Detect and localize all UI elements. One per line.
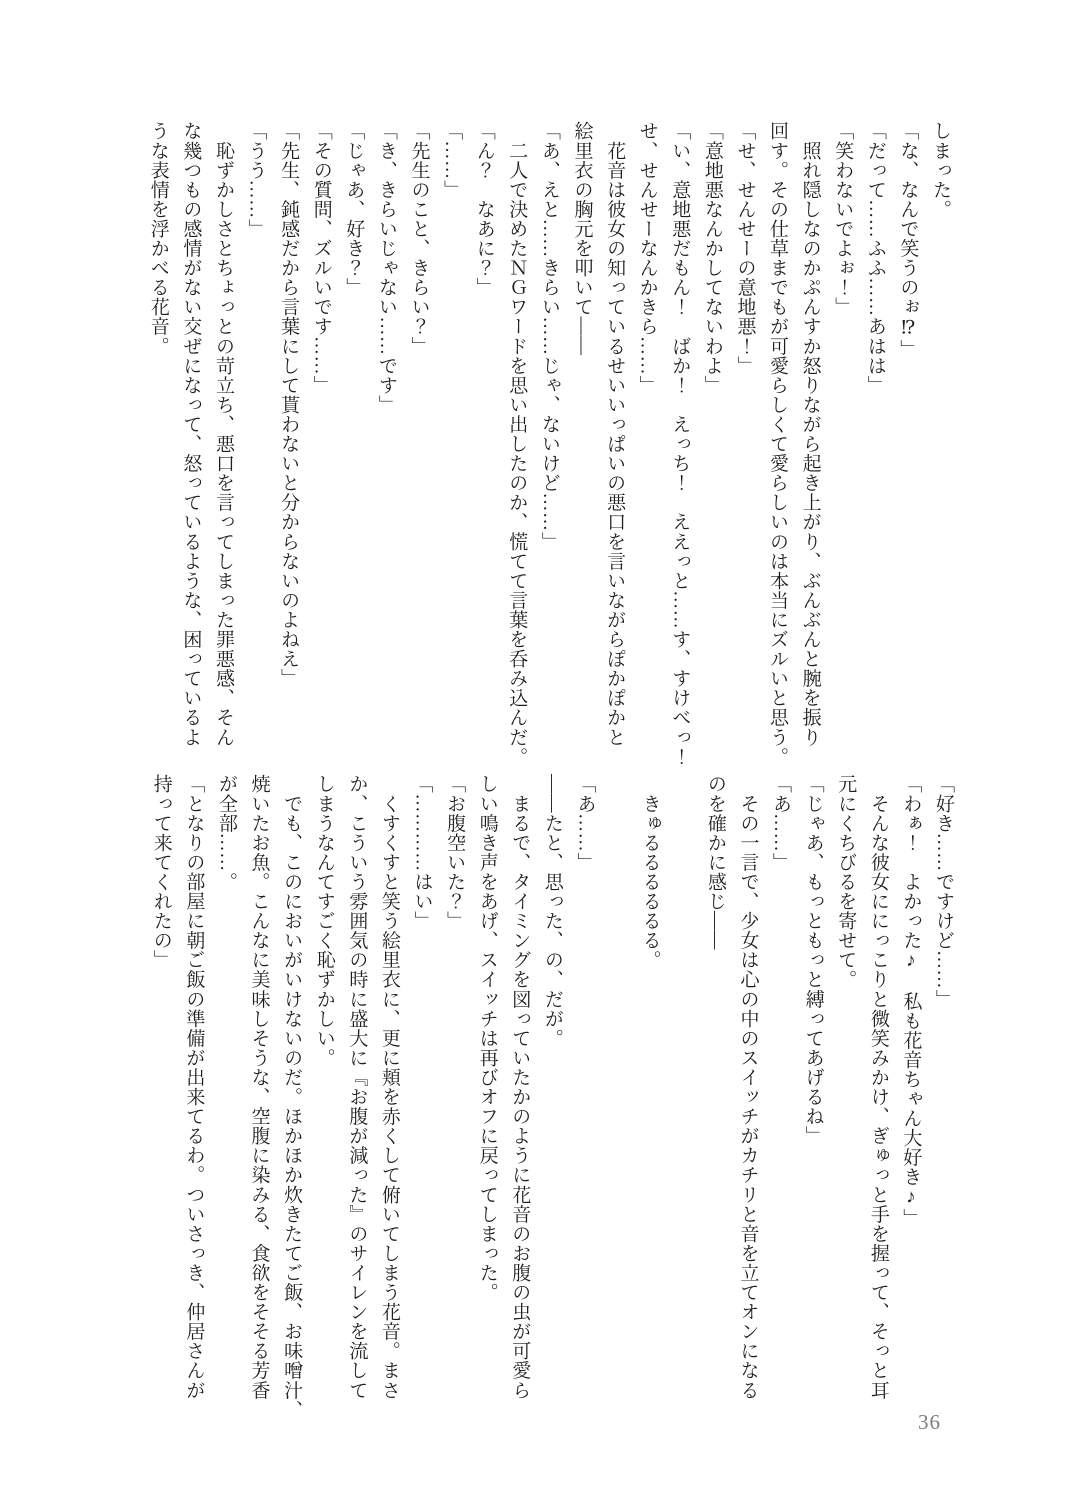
text-line: でも、このにおいがいけないのだ。ほかほか炊きたてご飯、お味噌汁、 — [281, 774, 303, 1420]
text-line: か、こういう雰囲気の時に盛大に『お腹が減った』のサイレンを流して — [346, 774, 368, 1400]
text-line: 二人で決めたＮＧワードを思い出したのか、慌てて言葉を呑み込んだ。 — [506, 121, 528, 767]
text-line: 「じゃあ、好き？」 — [343, 121, 365, 297]
blank-line — [600, 774, 633, 1407]
text-line: 絵里衣の胸元を叩いて―― — [571, 121, 593, 356]
text-line: そんな彼女ににっこりと微笑みかけ、ぎゅっと手を握って、そっと耳 — [867, 774, 889, 1400]
text-line: 「あ……」 — [770, 774, 792, 872]
text-line: くすくすと笑う絵里衣に、更に頬を赤くして俯いてしまう花音。まさ — [378, 774, 400, 1400]
text-block-top — [141, 121, 956, 767]
text-line: せ、せんせーなんかきら……」 — [636, 121, 658, 395]
text-line: 「笑わないでよぉ！」 — [832, 121, 854, 317]
text-line: まるで、タイミングを図っていたかのように花音のお腹の虫が可愛ら — [509, 774, 531, 1400]
text-line: 「あ、えと……きらい……じゃ、ないけど……」 — [538, 121, 560, 552]
text-line: 恥ずかしさとちょっとの苛立ち、悪口を言ってしまった罪悪感、そん — [212, 121, 234, 747]
text-line: 「好き……ですけど……」 — [933, 774, 954, 1009]
text-line: 焼いたお魚。こんなに美味しそうな、空腹に染みる、食欲をそそる芳香 — [248, 774, 270, 1400]
text-line: 「あ……」 — [574, 774, 596, 872]
text-line: 「先生、鈍感だから言葉にして貰わないと分からないのよねえ」 — [278, 121, 300, 688]
text-line: 照れ隠しなのかぷんすか怒りながら起き上がり、ぶんぶんと腕を振り — [799, 121, 821, 747]
text-line: 「き、きらいじゃない……です」 — [375, 121, 397, 415]
text-line: その一言で、少女は心の中のスイッチがカチリと音を立てオンになる — [737, 774, 759, 1400]
text-line: 元にくちびるを寄せて。 — [835, 774, 857, 990]
text-line: 持って来てくれたの」 — [150, 774, 172, 970]
text-line: な幾つもの感情がない交ぜになって、怒っているような、困っているよ — [180, 121, 202, 747]
text-line: 「ん？ なあに？」 — [473, 121, 495, 297]
text-line: 「お腹空いた？」 — [444, 774, 466, 931]
text-line: 花音は彼女の知っているせいいっぱいの悪口を言いながらぽかぽかと — [604, 121, 626, 747]
text-line: 「先生のこと、きらい？」 — [408, 121, 430, 356]
text-line: 「せ、せんせーの意地悪！」 — [734, 121, 756, 376]
blank-line — [666, 774, 699, 1407]
text-line: が全部……。 — [215, 774, 237, 892]
text-line: しまうなんてすごく恥ずかしい。 — [313, 774, 335, 1068]
text-line: 「……」 — [441, 121, 463, 200]
text-line: 「意地悪なんかしてないわよ」 — [701, 121, 723, 395]
text-line: 「な、なんで笑うのぉ⁉」 — [897, 121, 919, 359]
text-line: 「わぁ！ よかった♪ 私も花音ちゃん大好き♪」 — [900, 774, 922, 1228]
text-line: うな表情を浮かべる花音。 — [147, 121, 169, 356]
text-line: しまった。 — [930, 121, 951, 219]
text-line: ――たと、思った、の、だが。 — [541, 774, 563, 1048]
text-line: 「じゃあ、もっともっと縛ってあげるね」 — [802, 774, 824, 1146]
text-block-bottom — [144, 774, 959, 1420]
text-line: しい鳴き声をあげ、スイッチは再びオフに戻ってしまった。 — [476, 774, 498, 1302]
text-line: 「その質問、ズルいです……」 — [310, 121, 332, 395]
text-line: 「だって……ふふ……あはは」 — [864, 121, 886, 395]
text-line: 回す。その仕草までもが可愛らしくて愛らしいのは本当にズルいと思う。 — [767, 121, 789, 767]
text-line: きゅるるるるるる。 — [639, 774, 661, 970]
page-number: 36 — [918, 1410, 941, 1434]
text-line: 「…………はい」 — [411, 774, 433, 931]
text-line: 「うう……」 — [245, 121, 267, 239]
text-line: のを確かに感じ―― — [704, 774, 726, 950]
text-line: 「い、意地悪だもん！ ばか！ えっち！ ええっと……す、すけべっ！ — [669, 121, 691, 767]
text-line: 「となりの部屋に朝ご飯の準備が出来てるわ。ついさっき、仲居さんが — [183, 774, 205, 1400]
